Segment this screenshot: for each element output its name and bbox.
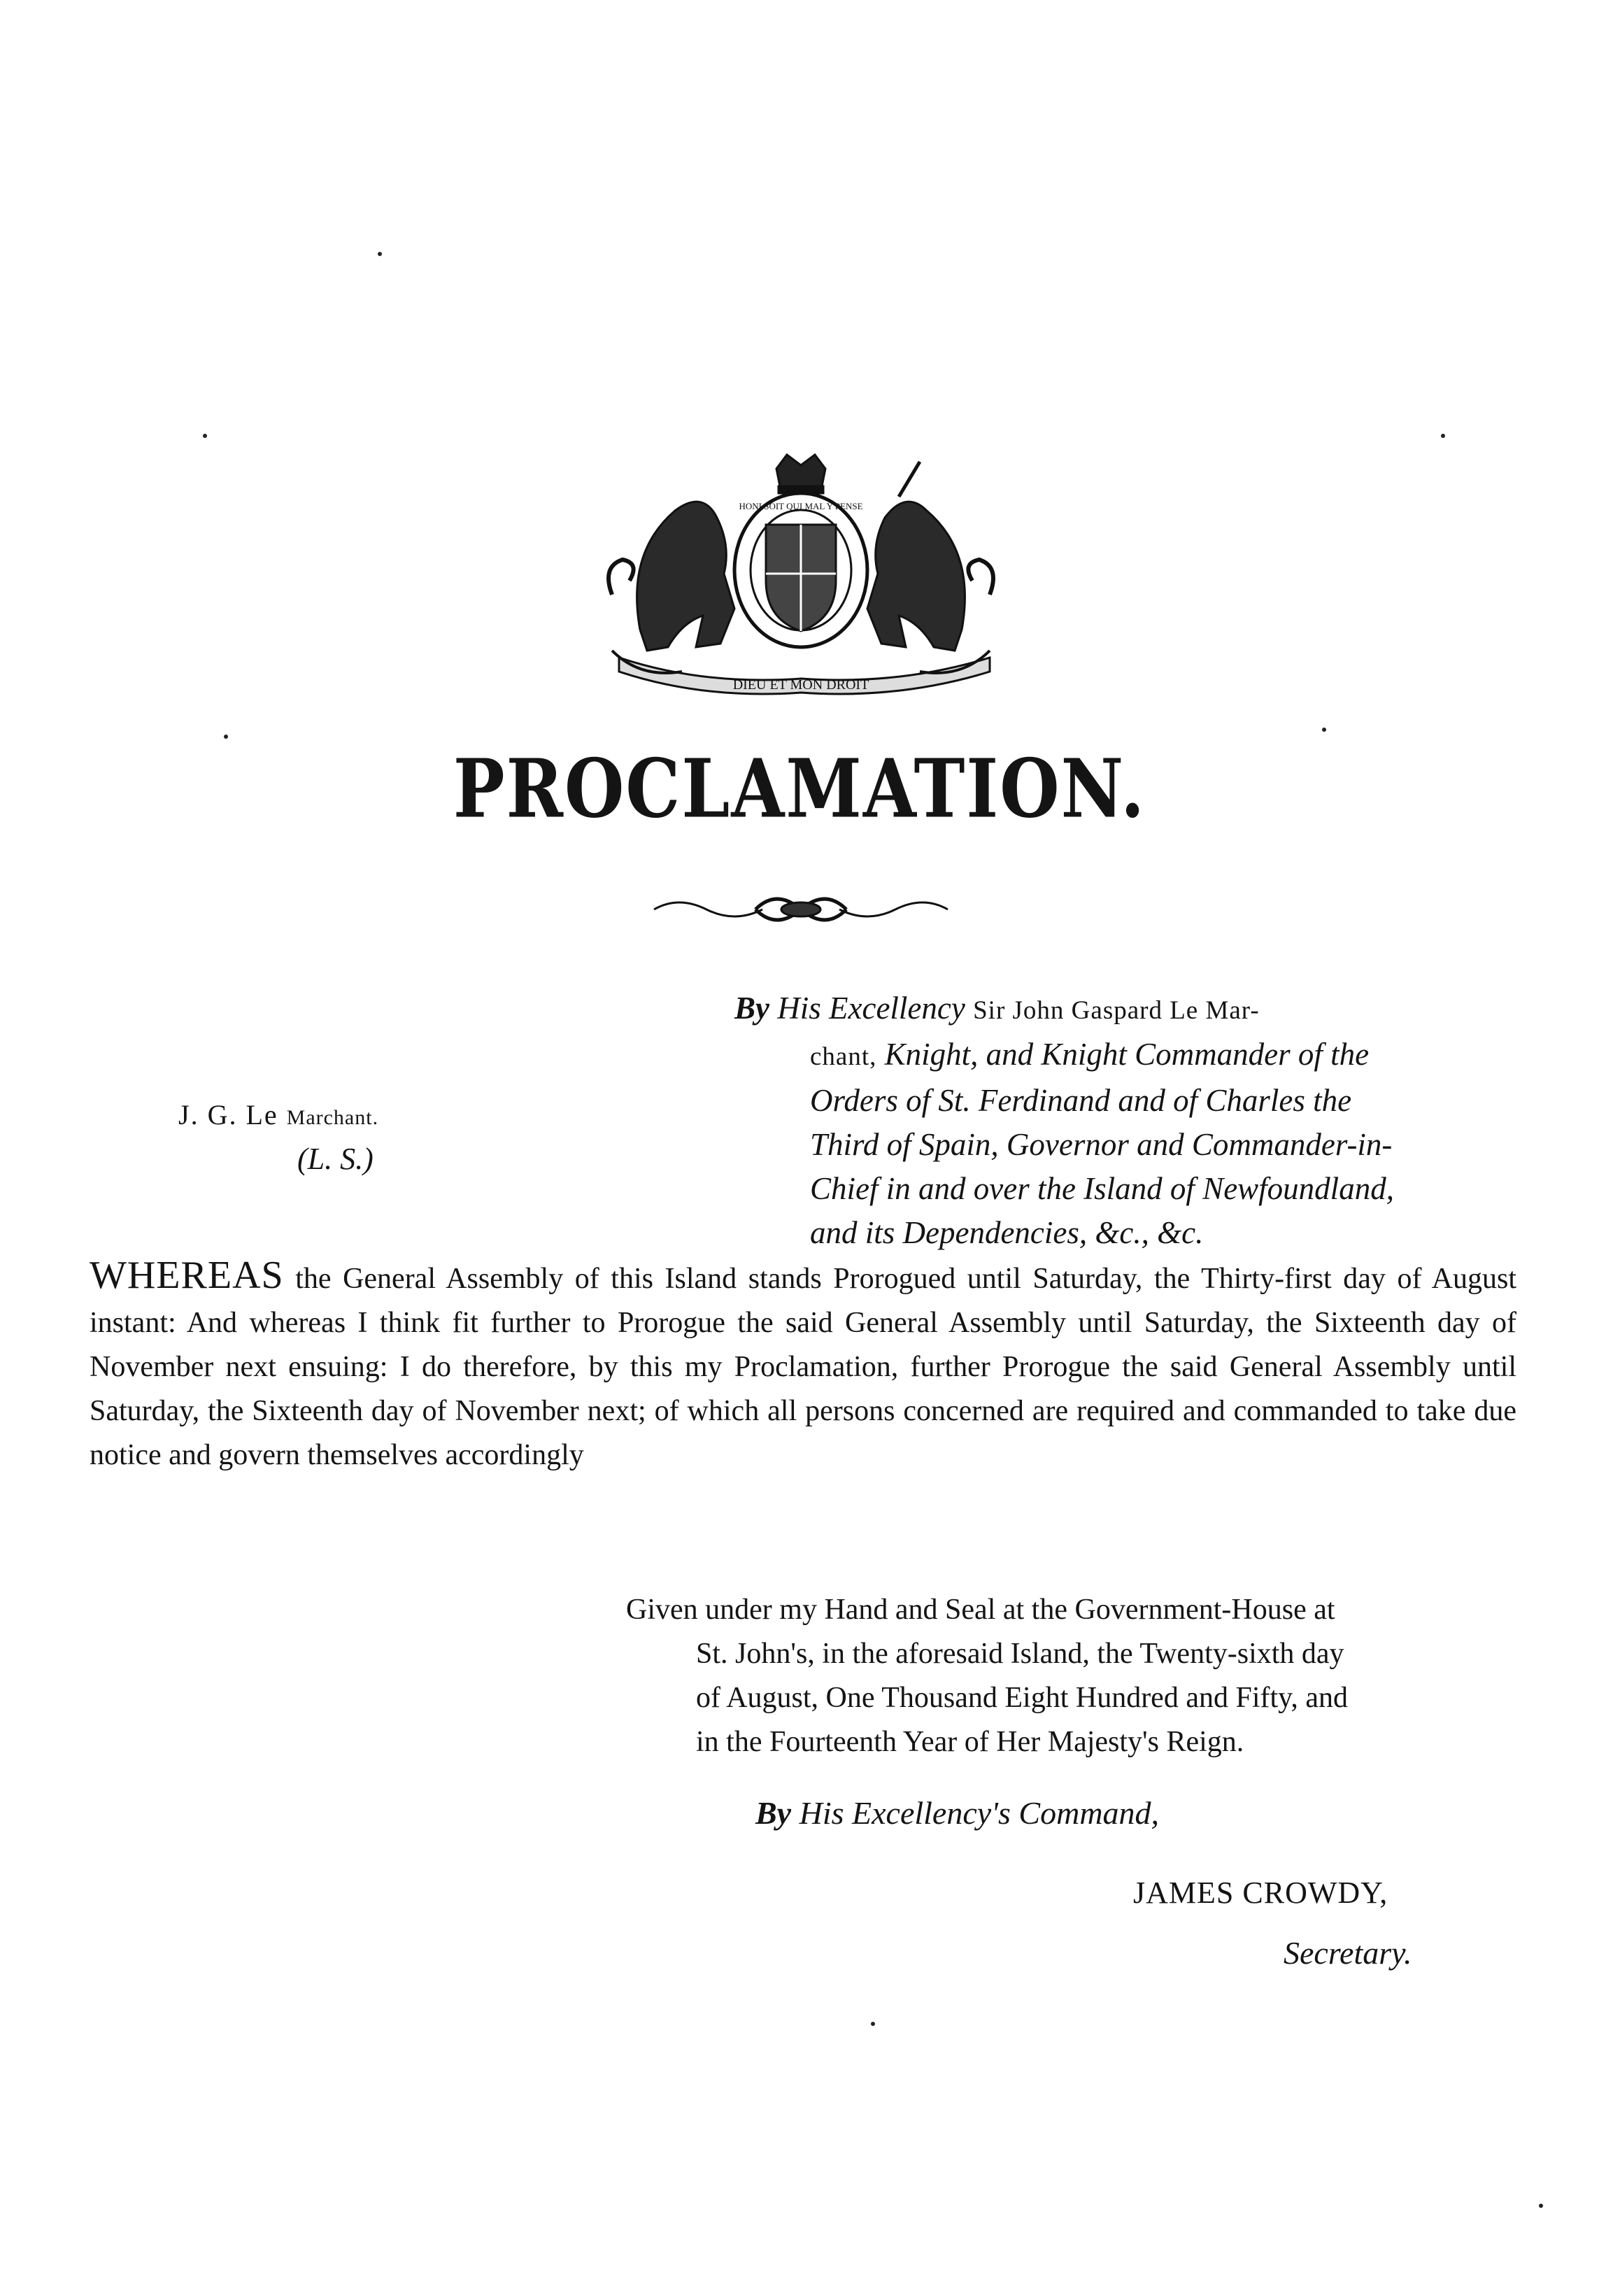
signature-seal: (L. S.) [297, 1142, 374, 1176]
dating-line-1: Given under my Hand and Seal at the Government-House at [626, 1594, 1335, 1626]
signature-surname: Marchant. [286, 1106, 379, 1129]
command-rest: His Excellency's Command, [799, 1795, 1160, 1831]
body-dropword: WHEREAS [90, 1254, 284, 1297]
scan-speck [224, 735, 228, 739]
scan-speck [1322, 728, 1326, 732]
flourish-divider-icon [651, 888, 951, 930]
governor-titles [734, 986, 1511, 1255]
governor-line-1a: His Excellency [777, 991, 965, 1026]
governor-line-3: Orders of St. Ferdinand and of Charles the [810, 1083, 1352, 1118]
dating-line-2: St. John's, in the aforesaid Island, the Twenty-sixth day [696, 1638, 1344, 1670]
body-text: the General Assembly of this Island stands Prorogued until Saturday, the Thirty-first day of August instant: And whereas I think fit further to Prorogue the said General Assembly until Saturday, the Sixteenth day of November next ensuing: I do therefore, by this my Proclamation, further Prorogue the said General Assembly until Saturday, the Sixteenth day of November next; of which all persons concerned are required and commanded to take due notice and govern themselves accordingly [90, 1263, 1517, 1471]
secretary-name: JAMES CROWDY, [1133, 1876, 1388, 1910]
scan-speck [1441, 434, 1445, 438]
command-line [755, 1794, 1159, 1831]
proclamation-body [90, 1254, 1516, 1477]
scan-speck [203, 434, 207, 438]
royal-coat-of-arms-icon [598, 448, 1004, 700]
governor-name-end: chant, [810, 1042, 877, 1071]
command-by: By [755, 1795, 792, 1831]
signature-name [178, 1098, 612, 1131]
scan-speck [378, 252, 382, 256]
governor-lead: By [734, 991, 769, 1026]
dating-clause [626, 1588, 1514, 1764]
governor-line-5: Chief in and over the Island of Newfoundland, [810, 1171, 1394, 1206]
dating-line-3: of August, One Thousand Eight Hundred and Fifty, and [696, 1682, 1349, 1714]
page-title: PROCLAMATION. [453, 742, 1146, 837]
scan-speck [871, 2022, 875, 2026]
governor-line-1 [734, 986, 1511, 1033]
dating-line-4: in the Fourteenth Year of Her Majesty's Reign. [696, 1726, 1244, 1758]
governor-line-2-rest: Knight, and Knight Commander of the [884, 1037, 1370, 1072]
secretary-title: Secretary. [1284, 1935, 1412, 1971]
signature-initials: J. G. Le [178, 1099, 278, 1131]
governor-line-4: Third of Spain, Governor and Commander-in- [810, 1127, 1393, 1162]
arms-motto: DIEU ET MON DROIT [732, 677, 869, 693]
governor-name: Sir John Gaspard Le Mar- [973, 996, 1260, 1025]
governor-line-2 [734, 1033, 1511, 1079]
governor-line-6: and its Dependencies, &c., &c. [810, 1215, 1204, 1250]
signature-block [178, 1098, 612, 1177]
garter-motto: HONI SOIT QUI MAL Y PENSE [739, 501, 863, 511]
scan-speck [1539, 2204, 1543, 2208]
